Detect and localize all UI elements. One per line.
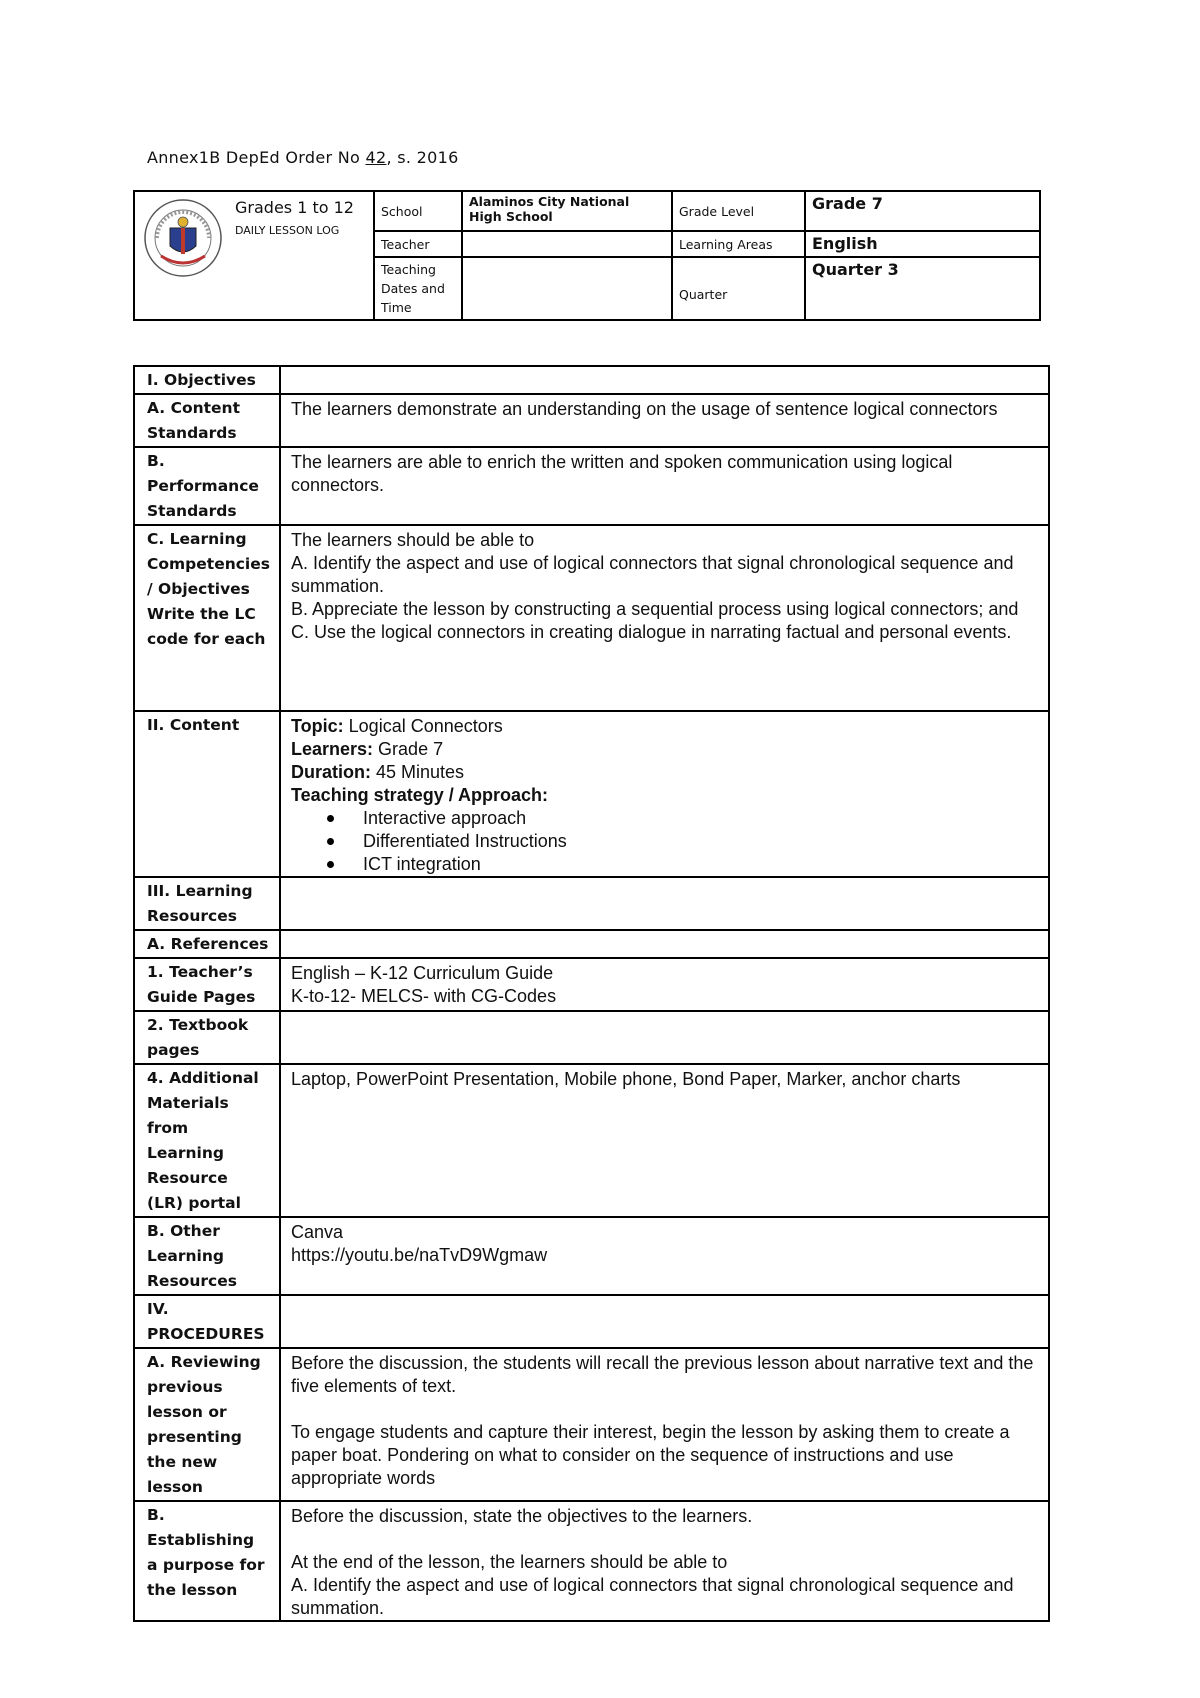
establishing-p3: A. Identify the aspect and use of logical connectors that signal chronological sequence and summation. [291,1575,1014,1618]
table-row [134,1011,1049,1064]
learning-areas-value: English [805,231,1040,257]
competency-c: C. Use the logical connectors in creating dialogue in narrating factual and personal events. [291,622,1012,642]
table-row [134,1217,1049,1295]
topic-label: Topic: [291,716,344,736]
table-row [134,366,1049,394]
teachers-guide-line2: K-to-12- MELCS- with CG-Codes [291,986,557,1006]
lesson-log-table [133,365,1050,1622]
reviewing-p2: To engage students and capture their interest, begin the lesson by asking them to create a paper boat. Pondering on what to consider on the sequence of instructions and use appropriate words [291,1422,1010,1488]
logo-cell [134,191,374,320]
procedures-label: IV. PROCEDURES [134,1295,280,1348]
annex-number: 42 [365,148,387,167]
table-row [134,930,1049,958]
learners-value: Grade 7 [373,739,444,759]
grade-level-label: Grade Level [672,191,805,231]
learning-areas-label: Learning Areas [672,231,805,257]
reviewing-label: A. Reviewing previous lesson or presenting the new lesson [134,1348,280,1501]
grade-level-value: Grade 7 [805,191,1040,231]
content-standards-label: A. Content Standards [134,394,280,447]
textbook-value [280,1011,1049,1064]
strategy-label: Teaching strategy / Approach: [291,785,549,805]
establishing-cell [280,1501,1049,1621]
reviewing-cell [280,1348,1049,1501]
annex-suffix: , s. 2016 [386,148,459,167]
teacher-label: Teacher [374,231,462,257]
daily-lesson-log-subtitle: DAILY LESSON LOG [235,224,340,237]
table-row [134,394,1049,447]
table-row [134,1064,1049,1217]
content-cell [280,711,1049,877]
competencies-intro: The learners should be able to [291,530,535,550]
table-row [134,1348,1049,1501]
competencies-cell [280,525,1049,711]
performance-standards-label: B. Performance Standards [134,447,280,525]
teacher-value [462,231,672,257]
school-label: School [374,191,462,231]
table-row [134,958,1049,1011]
teachers-guide-label: 1. Teacher’s Guide Pages [134,958,280,1011]
table-row [134,711,1049,877]
grades-title: Grades 1 to 12 [235,198,354,217]
table-row [134,525,1049,711]
establishing-p2: At the end of the lesson, the learners should be able to [291,1552,728,1572]
table-row [134,1295,1049,1348]
table-row [134,877,1049,930]
performance-standards-text: The learners are able to enrich the written and spoken communication using logical connectors. [280,447,1049,525]
duration-label: Duration: [291,762,371,782]
other-resources-label: B. Other Learning Resources [134,1217,280,1295]
competencies-label: C. Learning Competencies / Objectives Write the LC code for each [134,525,280,711]
teachers-guide-line1: English – K-12 Curriculum Guide [291,963,554,983]
other-resources-cell [280,1217,1049,1295]
list-item: ICT integration [363,853,1038,876]
additional-materials-text: Laptop, PowerPoint Presentation, Mobile phone, Bond Paper, Marker, anchor charts [280,1064,1049,1217]
quarter-value: Quarter 3 [805,257,1040,320]
duration-value: 45 Minutes [371,762,465,782]
teachers-guide-cell [280,958,1049,1011]
additional-materials-label: 4. Additional Materials from Learning Resource (LR) portal [134,1064,280,1217]
reviewing-p1: Before the discussion, the students will recall the previous lesson about narrative text and the five elements of text. [291,1353,1034,1396]
establishing-p1: Before the discussion, state the objectives to the learners. [291,1506,753,1526]
competency-a: A. Identify the aspect and use of logical connectors that signal chronological sequence and summation. [291,553,1014,596]
content-label: II. Content [134,711,280,877]
topic-value: Logical Connectors [343,716,503,736]
establishing-label: B. Establishing a purpose for the lesson [134,1501,280,1621]
objectives-label: I. Objectives [134,366,280,394]
competency-b: B. Appreciate the lesson by constructing a sequential process using logical connectors; and [291,599,1019,619]
textbook-label: 2. Textbook pages [134,1011,280,1064]
learners-label: Learners: [291,739,374,759]
header-table [133,190,1041,321]
deped-seal-icon [143,198,223,278]
other-resources-line1: Canva [291,1222,344,1242]
strategy-list [291,807,1038,876]
teaching-dates-label: Teaching Dates and Time [374,257,462,320]
table-row [134,1501,1049,1621]
teaching-dates-value [462,257,672,320]
learning-resources-label: III. Learning Resources [134,877,280,930]
school-value: Alaminos City National High School [462,191,672,231]
annex-prefix: Annex1B DepEd Order No [147,148,366,167]
video-link[interactable]: https://youtu.be/naTvD9Wgmaw [291,1245,548,1265]
references-label: A. References [134,930,280,958]
list-item: Differentiated Instructions [363,830,1038,853]
annex-reference [147,148,459,167]
content-standards-text: The learners demonstrate an understanding on the usage of sentence logical connectors [280,394,1049,447]
list-item: Interactive approach [363,807,1038,830]
quarter-label: Quarter [672,257,805,320]
table-row [134,447,1049,525]
